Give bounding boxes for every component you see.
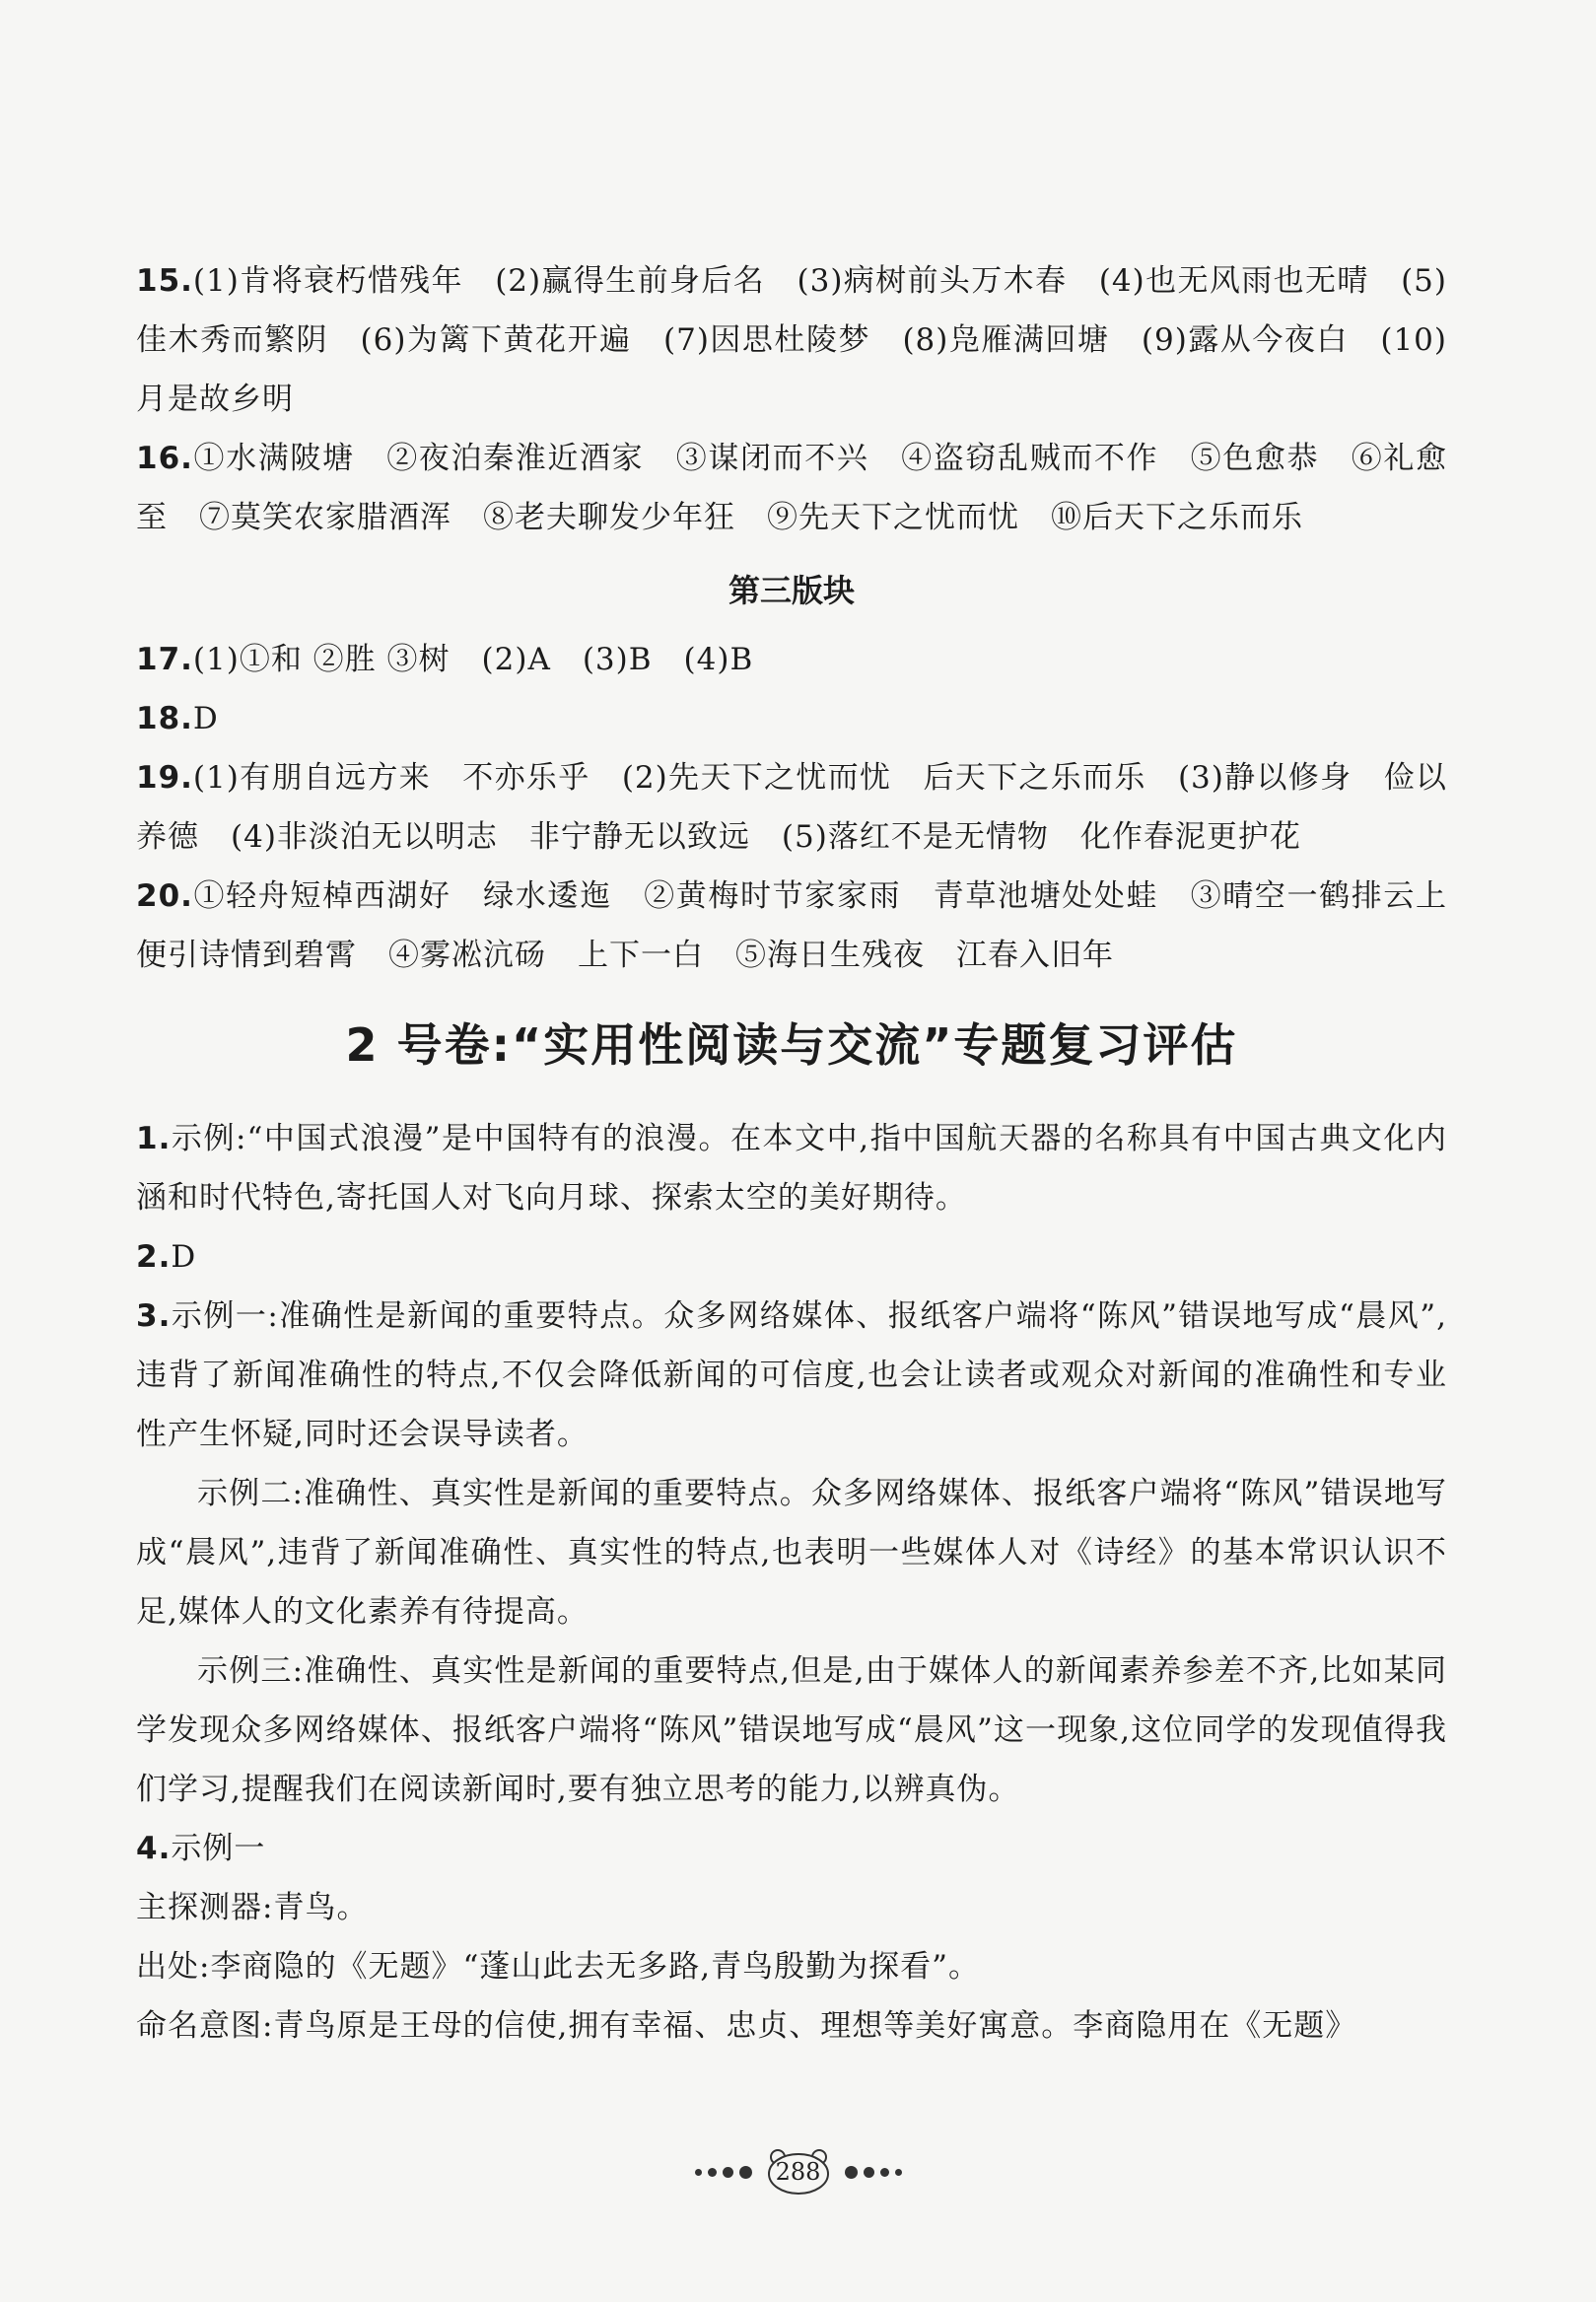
answer-4-line-2: 出处:李商隐的《无题》“蓬山此去无多路,青鸟殷勤为探看”。 (136, 1949, 980, 1985)
page-number: 288 (775, 2158, 821, 2186)
dot (695, 2169, 702, 2176)
dot (708, 2168, 717, 2177)
answer-text: 示例一:准确性是新闻的重要特点。众多网络媒体、报纸客户端将“陈风”错误地写成“晨风”,违背了新闻准确性的特点,不仅会降低新闻的可信度,也会让读者或观众对新闻的准确性和专业性产生怀疑,同时还会误导读者。 (136, 1298, 1447, 1452)
answer-19 (136, 748, 1447, 867)
answer-text: (1)肯将衰朽惜残年 (2)赢得生前身后名 (3)病树前头万木春 (4)也无风雨也无晴 (5)佳木秀而繁阴 (6)为篱下黄花开遍 (7)因思杜陵梦 (8)凫雁满回塘 (9)露从今夜白 (10)月是故乡明 (136, 263, 1447, 417)
answer-number: 4. (136, 1831, 172, 1866)
answer-16 (136, 429, 1447, 547)
answer-number: 20. (136, 878, 193, 914)
page-footer (0, 2147, 1596, 2197)
answer-17 (136, 630, 1447, 689)
answer-text: 示例一 (171, 1831, 266, 1866)
dot (845, 2166, 858, 2179)
section-title-third-block: 第三版块 (728, 572, 855, 609)
answer-text: (1)有朋自远方来 不亦乐乎 (2)先天下之忧而忧 后天下之乐而乐 (3)静以修身 俭以养德 (4)非淡泊无以明志 非宁静无以致远 (5)落红不是无情物 化作春泥更护花 (136, 760, 1447, 855)
answer-number: 16. (136, 441, 193, 476)
dot (723, 2167, 733, 2178)
answer-text: D (192, 701, 219, 736)
answer-text: 示例:“中国式浪漫”是中国特有的浪漫。在本文中,指中国航天器的名称具有中国古典文化内涵和时代特色,寄托国人对飞向月球、探索太空的美好期待。 (136, 1121, 1447, 1216)
answer-3-example-3: 示例三:准确性、真实性是新闻的重要特点,但是,由于媒体人的新闻素养参差不齐,比如某同学发现众多网络媒体、报纸客户端将“陈风”错误地写成“晨风”这一现象,这位同学的发现值得我们学习,提醒我们在阅读新闻时,要有独立思考的能力,以辨真伪。 (136, 1653, 1447, 1807)
footer-dots-right (845, 2166, 902, 2179)
answer-text: (1)①和 ②胜 ③树 (2)A (3)B (4)B (192, 642, 754, 677)
answer-number: 19. (136, 760, 193, 796)
chapter-title: 2 号卷:“实用性阅读与交流”专题复习评估 (345, 1018, 1238, 1072)
answer-text: ①水满陂塘 ②夜泊秦淮近酒家 ③谋闭而不兴 ④盗窃乱贼而不作 ⑤色愈恭 ⑥礼愈至 ⑦莫笑农家腊酒浑 ⑧老夫聊发少年狂 ⑨先天下之忧而忧 ⑩后天下之乐而乐 (136, 441, 1447, 535)
answer-3-example-2: 示例二:准确性、真实性是新闻的重要特点。众多网络媒体、报纸客户端将“陈风”错误地写成“晨风”,违背了新闻准确性、真实性的特点,也表明一些媒体人对《诗经》的基本常识认识不足,媒体人的文化素养有待提高。 (136, 1476, 1447, 1630)
page-number-badge (766, 2147, 831, 2197)
dot (864, 2167, 874, 2178)
answer-4 (136, 1819, 1447, 1878)
answer-number: 3. (136, 1298, 172, 1334)
answer-20 (136, 867, 1479, 985)
answer-text: ①轻舟短棹西湖好 绿水逶迤 ②黄梅时节家家雨 青草池塘处处蛙 ③晴空一鹤排云上 便引诗情到碧霄 ④雾凇沆砀 上下一白 ⑤海日生残夜 江春入旧年 (136, 878, 1479, 973)
answer-number: 18. (136, 701, 193, 736)
answer-3 (136, 1287, 1447, 1464)
footer-dots-left (695, 2166, 752, 2179)
answer-text: D (171, 1239, 197, 1275)
answer-4-line-1: 主探测器:青鸟。 (136, 1890, 369, 1925)
answer-content (136, 251, 1479, 2056)
answer-number: 15. (136, 263, 193, 299)
dot (895, 2169, 902, 2176)
answer-number: 17. (136, 642, 193, 677)
dot (739, 2166, 752, 2179)
answer-number: 2. (136, 1239, 172, 1275)
answer-number: 1. (136, 1121, 172, 1156)
answer-1 (136, 1109, 1447, 1227)
answer-15 (136, 251, 1447, 429)
dot (880, 2168, 889, 2177)
answer-2 (136, 1227, 1447, 1287)
answer-4-line-3: 命名意图:青鸟原是王母的信使,拥有幸福、忠贞、理想等美好寓意。李商隐用在《无题》 (136, 2008, 1357, 2044)
answer-18 (136, 689, 1447, 748)
